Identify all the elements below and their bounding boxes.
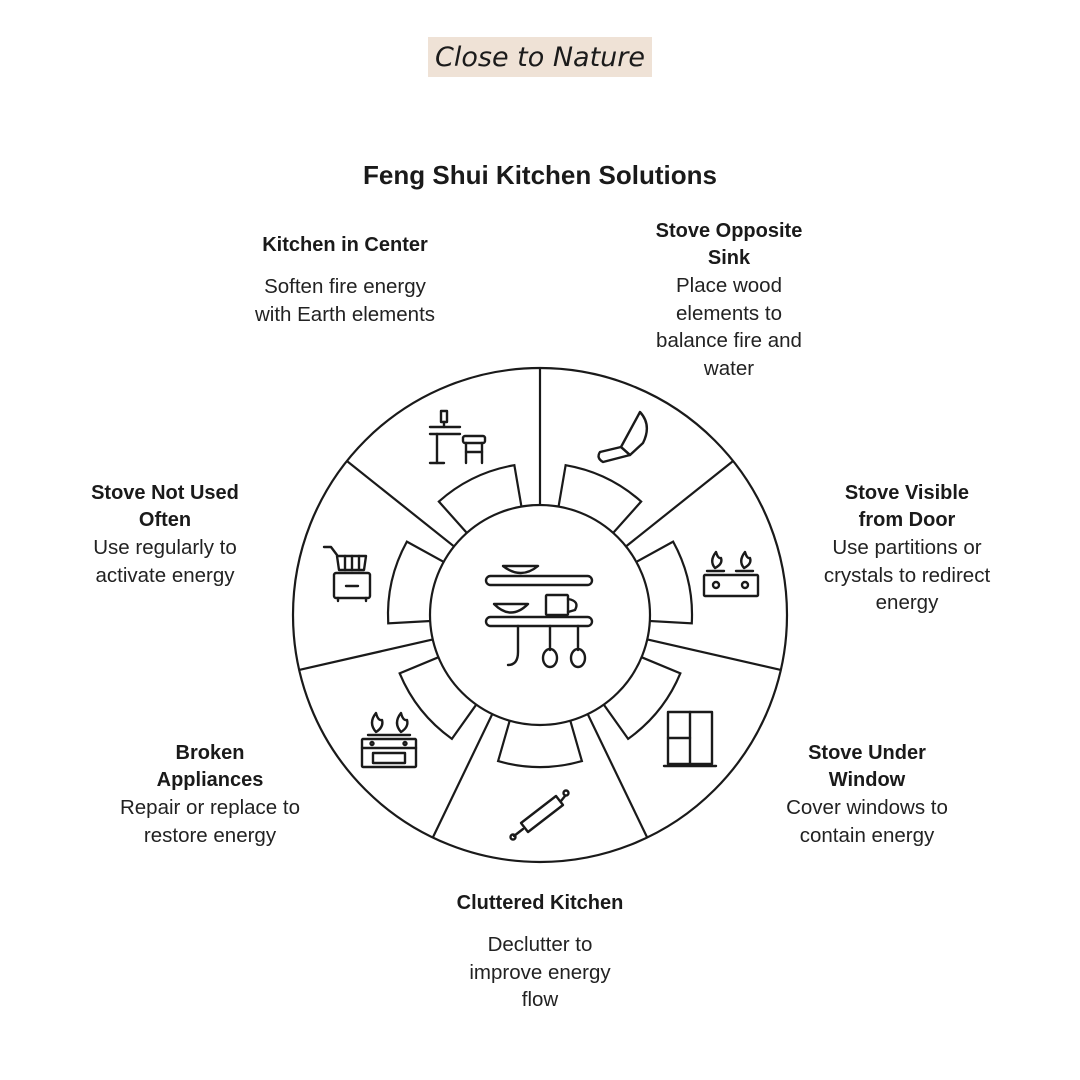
segment-description: Use partitions or crystals to redirect energy [823, 536, 991, 614]
segment-title: Cluttered Kitchen [456, 892, 624, 914]
segment-description: Use regularly to activate energy [93, 536, 237, 587]
segment-title: Stove Not Used Often [91, 482, 239, 531]
segment-description: Place wood elements to balance fire and water [656, 274, 802, 380]
segment-description: Cover windows to contain energy [786, 796, 948, 847]
segment-title: Stove Visible from Door [844, 482, 970, 531]
segment-title: Stove Under Window [808, 742, 926, 791]
segment-description: Repair or replace to restore energy [119, 796, 301, 847]
center-circle [430, 505, 650, 725]
segment-description: Soften fire energy with Earth elements [254, 275, 436, 326]
segment-title: Stove Opposite Sink [655, 220, 803, 269]
segment-title: Kitchen in Center [262, 234, 428, 256]
segment-title: Broken Appliances [156, 742, 264, 791]
segment-description: Declutter to improve energy flow [469, 933, 611, 1011]
diagram-title: Feng Shui Kitchen Solutions [363, 160, 717, 190]
brand-text: Close to Nature [435, 41, 645, 73]
